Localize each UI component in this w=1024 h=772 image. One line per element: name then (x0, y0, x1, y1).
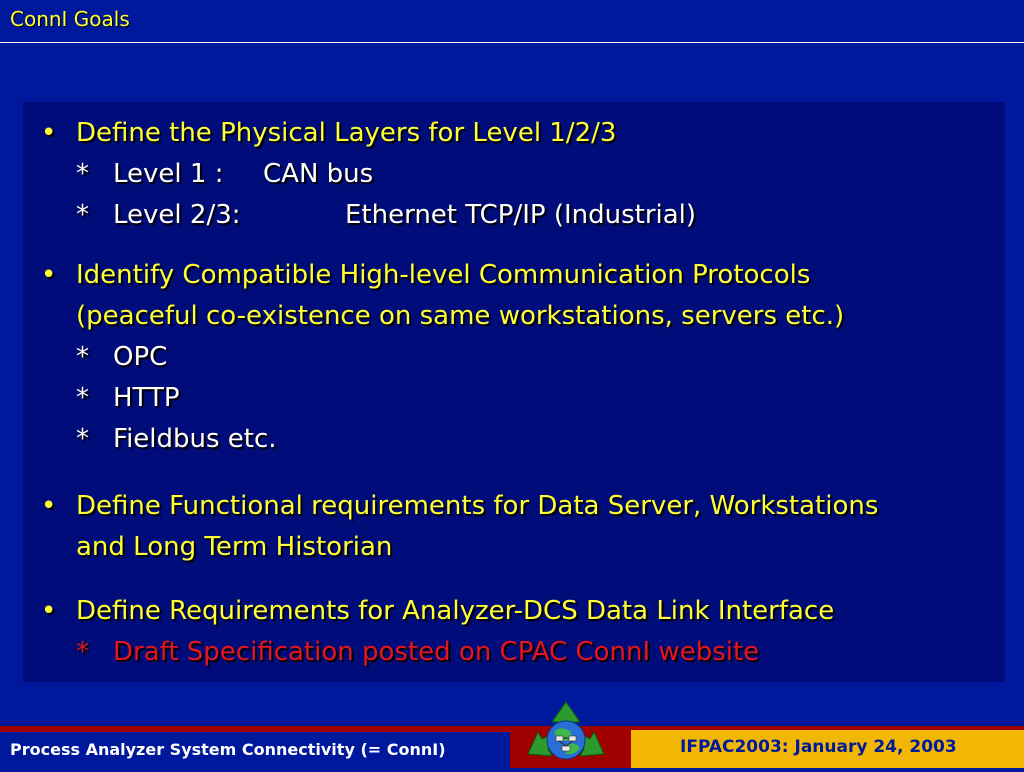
title-divider (0, 42, 1024, 43)
bullet-dot: • (41, 596, 57, 626)
slide-title: ConnI Goals (10, 7, 130, 31)
bullet-dot: • (41, 260, 57, 290)
sub-item-fieldbus: * Fieldbus etc. (76, 424, 277, 454)
bullet-dot: • (41, 491, 57, 521)
recycle-globe-logo-icon (520, 698, 612, 768)
bullet-text: Define Requirements for Analyzer-DCS Data Link Interface (76, 596, 835, 626)
sub-item-level1: * Level 1 : CAN bus (76, 159, 374, 189)
bullet-text-continued: and Long Term Historian (76, 532, 393, 562)
sub-item-opc: * OPC (76, 342, 168, 372)
footer-right-text: IFPAC2003: January 24, 2003 (680, 737, 957, 757)
bullet-text: Identify Compatible High-level Communication Protocols (76, 260, 811, 290)
bullet-dot: • (41, 118, 57, 148)
sub-item-draft-specification: * Draft Specification posted on CPAC ConnI website (76, 637, 760, 667)
bullet-text: Define Functional requirements for Data Server, Workstations (76, 491, 879, 521)
sub-item-http: * HTTP (76, 383, 180, 413)
bullet-text-continued: (peaceful co-existence on same workstations, servers etc.) (76, 301, 845, 331)
content-panel (23, 102, 1005, 682)
sub-item-level23: * Level 2/3: Ethernet TCP/IP (Industrial) (76, 200, 697, 230)
bullet-text: Define the Physical Layers for Level 1/2/3 (76, 118, 617, 148)
footer-left-text: Process Analyzer System Connectivity (= ConnI) (10, 740, 446, 759)
